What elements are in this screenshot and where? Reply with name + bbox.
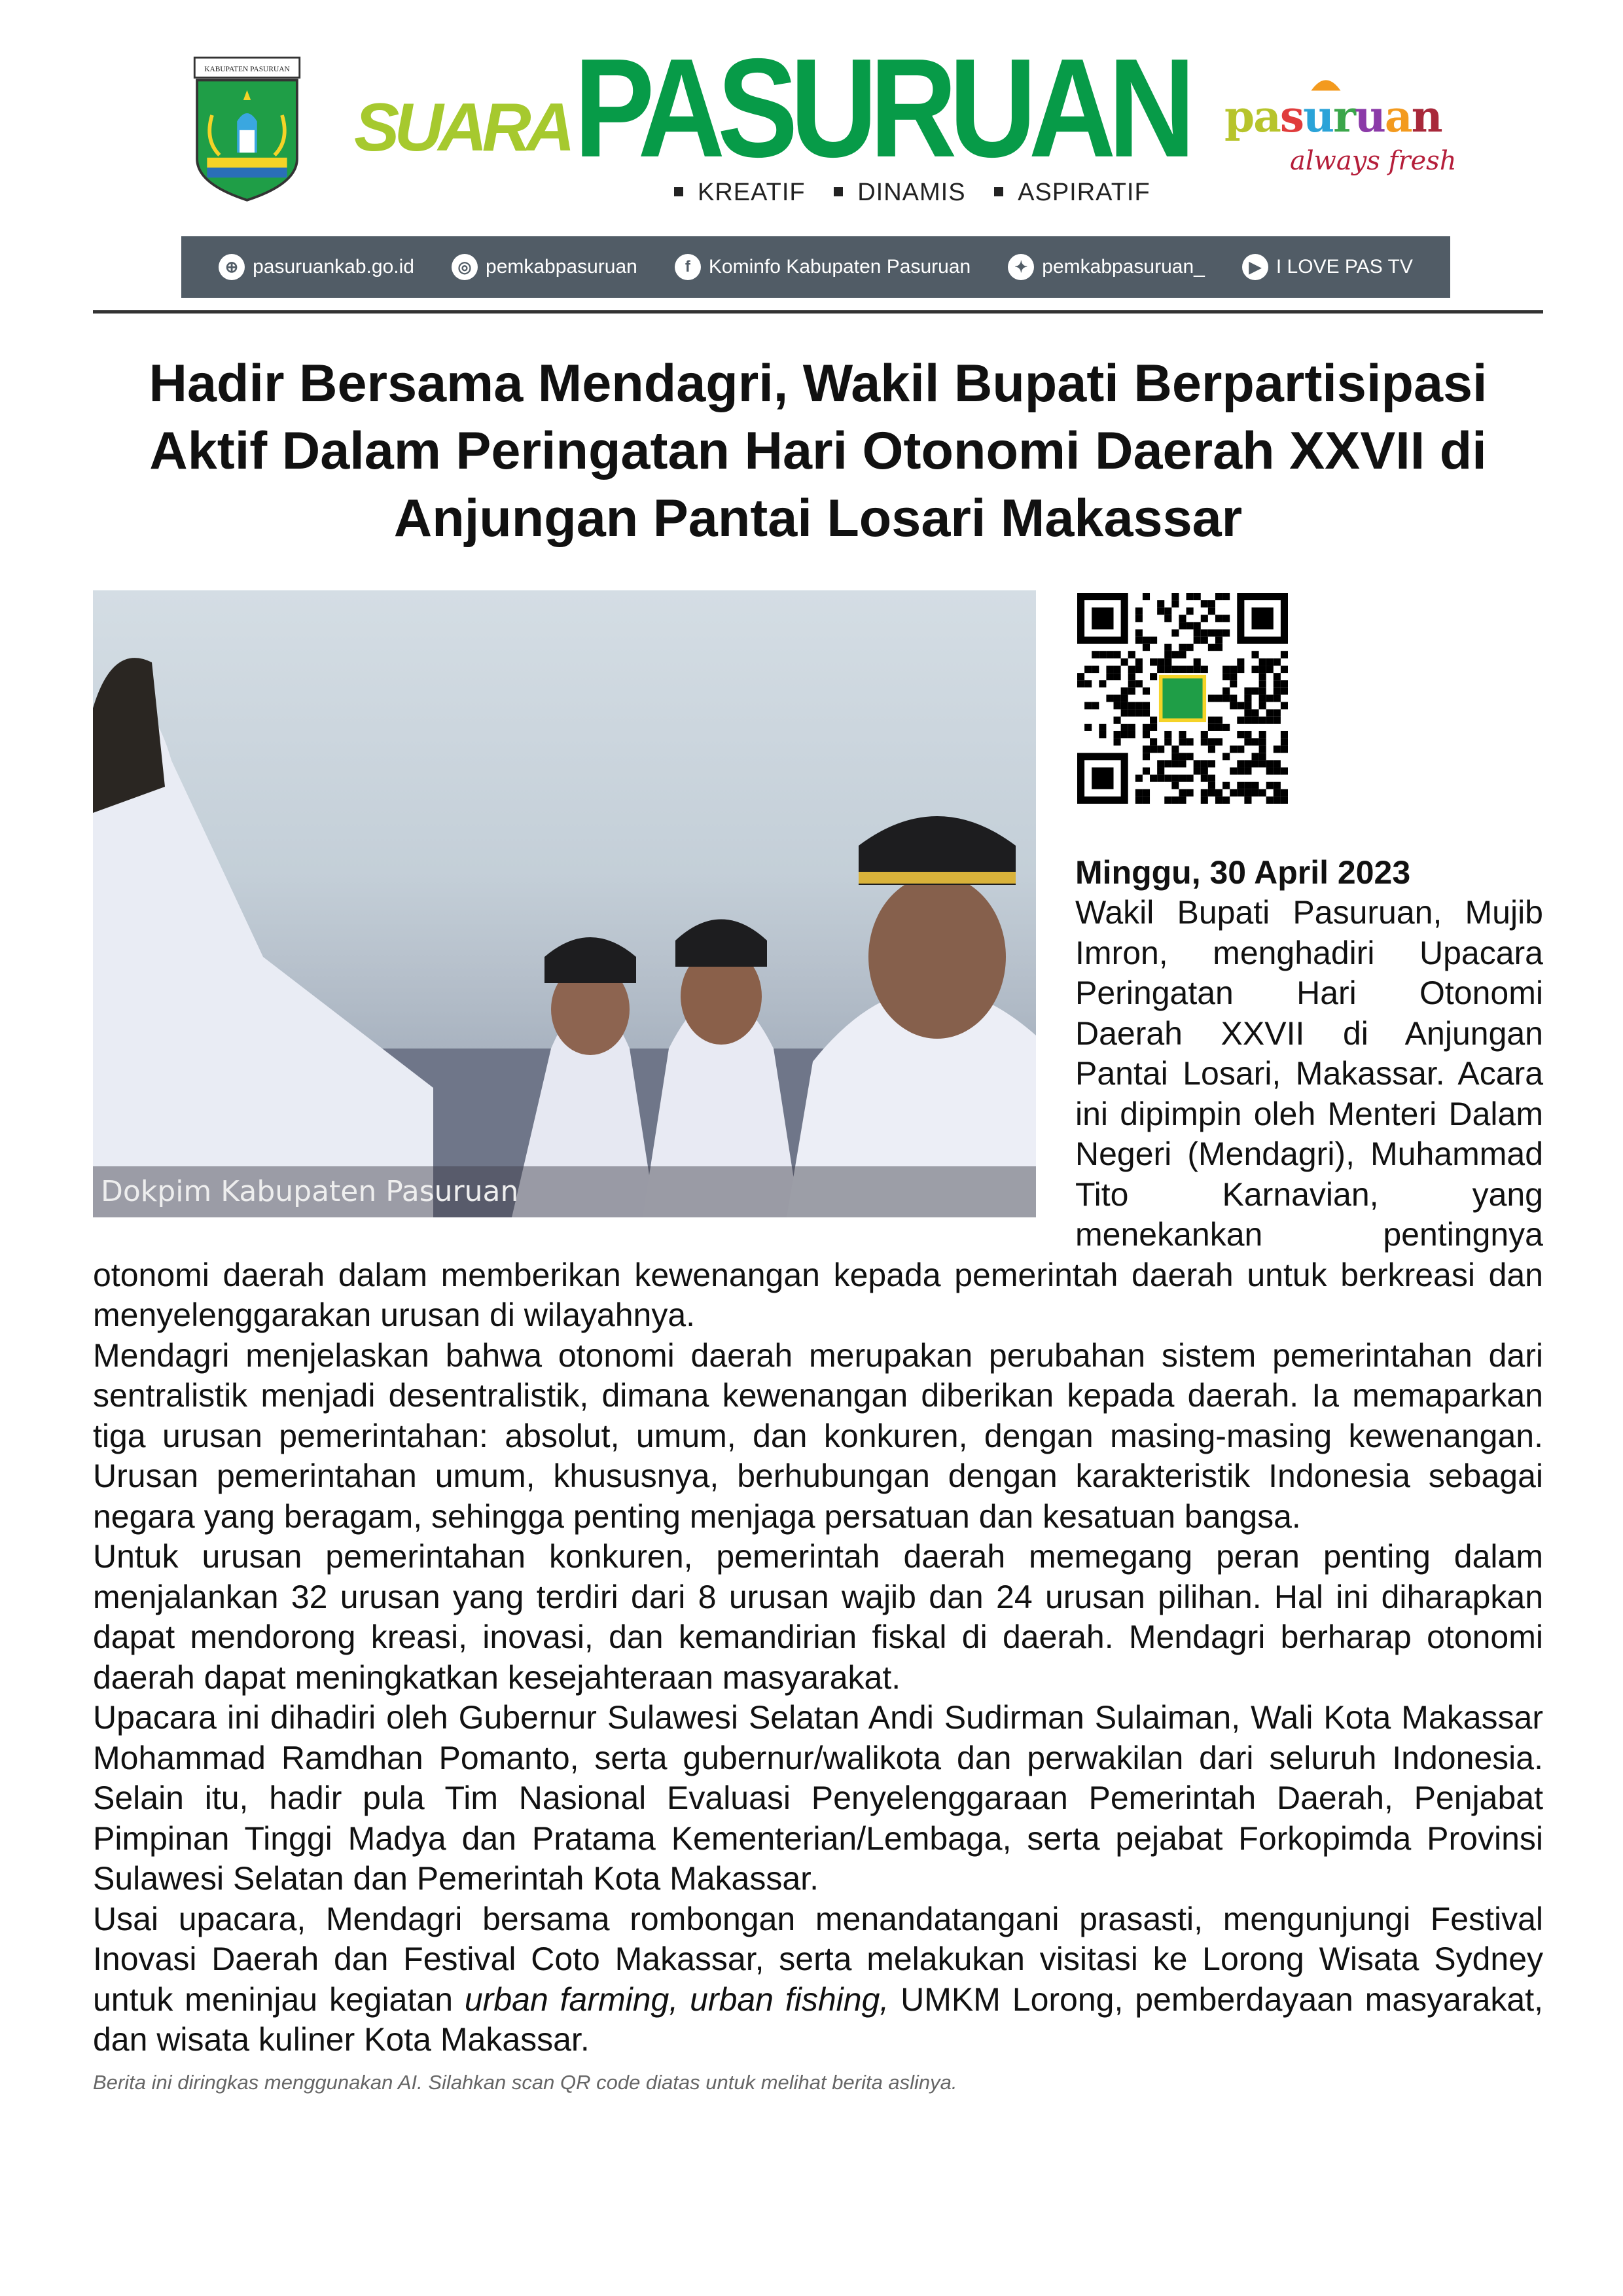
facebook-icon: f	[675, 254, 701, 280]
tourism-word: pasuruan	[1224, 91, 1442, 142]
article-paragraph: Upacara ini dihadiri oleh Gubernur Sulawesi Selatan Andi Sudirman Sulaiman, Wali Kota Makassar Mohammad Ramdhan Pomanto, serta gubernur/walikota dan perwakilan dari seluruh Indonesia. Selain itu, hadir pula Tim Nasional Evaluasi Penyelenggaraan Pemerintah Daerah, Penjabat Pimpinan Tinggi Madya dan Pratama Kementerian/Lembaga, serta pejabat Forkopimda Provinsi Sulawesi Selatan dan Pemerintah Kota Makassar.	[93, 1699, 1543, 1897]
italic-terms: urban farming, urban fishing,	[464, 1981, 889, 2018]
officials-photo	[93, 590, 1036, 1217]
article-paragraph: Mendagri menjelaskan bahwa otonomi daerah merupakan perubahan sistem pemerintahan dari sentralistik menjadi desentralistik, dimana kewenangan diberikan kepada daerah. Ia memaparkan tiga urusan pemerintahan: absolut, umum, dan konkuren, dengan masing-masing kewenangan. Urusan pemerintahan umum, khususnya, berhubungan dengan karakteristik Indonesia sebagai negara yang beragam, sehingga penting menjaga persatuan dan kesatuan bangsa.	[93, 1336, 1543, 1535]
tagline-item: DINAMIS	[857, 179, 966, 206]
instagram-icon: ◎	[452, 254, 478, 280]
social-twitter[interactable]: ✦ pemkabpasuruan_	[1008, 254, 1205, 280]
article-body	[93, 588, 1543, 2096]
svg-text:KABUPATEN PASURUAN: KABUPATEN PASURUAN	[204, 65, 290, 74]
kabupaten-pasuruan-emblem	[185, 52, 310, 204]
pasuruan-always-fresh-logo	[1224, 72, 1460, 183]
youtube-icon: ▶	[1242, 254, 1268, 280]
social-instagram[interactable]: ◎ pemkabpasuruan	[452, 254, 637, 280]
ai-summary-footnote: Berita ini diringkas menggunakan AI. Silahkan scan QR code diatas untuk melihat berita aslinya.	[93, 2070, 957, 2094]
tagline	[674, 178, 1150, 207]
article-title: Hadir Bersama Mendagri, Wakil Bupati Berpartisipasi Aktif Dalam Peringatan Hari Otonomi Daerah XXVII di Anjungan Pantai Losari Makassar	[149, 354, 1488, 548]
brand-bold-text: PASURUAN	[573, 29, 1188, 187]
suara-pasuruan-logo	[354, 29, 1198, 187]
globe-icon: ⊕	[219, 254, 245, 280]
tourism-tagline: always fresh	[1290, 146, 1457, 176]
social-website[interactable]: ⊕ pasuruankab.go.id	[219, 254, 414, 280]
qr-code[interactable]	[1077, 593, 1288, 804]
article-paragraph: Untuk urusan pemerintahan konkuren, pemerintah daerah memegang peran penting dalam menjalankan 32 urusan yang terdiri dari 8 urusan wajib dan 24 urusan pilihan. Hal ini diharapkan dapat mendorong kreasi, inovasi, dan kemandirian fiskal di daerah. Mendagri berharap otonomi daerah dapat meningkatkan kesejahteraan masyarakat.	[93, 1538, 1543, 1696]
social-links-bar	[181, 236, 1450, 298]
twitter-icon: ✦	[1008, 254, 1034, 280]
article-paragraph: Usai upacara, Mendagri bersama rombongan menandatangani prasasti, mengunjungi Festival Inovasi Daerah dan Festival Coto Makassar, serta melakukan visitasi ke Lorong Wisata Sydney untuk meninjau kegiatan urban farming, urban fishing, UMKM Lorong, pemberdayaan masyarakat, dan wisata kuliner Kota Makassar.	[93, 1900, 1543, 2058]
article-photo	[93, 590, 1036, 1217]
social-facebook[interactable]: f Kominfo Kabupaten Pasuruan	[675, 254, 971, 280]
photo-caption: Dokpim Kabupaten Pasuruan	[93, 1166, 1036, 1217]
article-paragraph: Wakil Bupati Pasuruan, Mujib Imron, menghadiri Upacara Peringatan Hari Otonomi Daerah XXVII di Anjungan Pantai Losari, Makassar. Acara ini dipimpin oleh Menteri Dalam Negeri (Mendagri), Muhammad Tito Karnavian, yang menekankan pentingnya otonomi daerah dalam memberikan kewenangan kepada pemerintah daerah untuk berkreasi dan menyelenggarakan urusan di wilayahnya.	[93, 894, 1543, 1333]
brand-light-text: SUARA	[354, 90, 570, 166]
social-youtube[interactable]: ▶ I LOVE PAS TV	[1242, 254, 1413, 280]
article-date: Minggu, 30 April 2023	[1075, 853, 1411, 891]
tagline-item: ASPIRATIF	[1018, 179, 1150, 206]
flower-icon	[1303, 72, 1349, 92]
header-divider	[93, 310, 1543, 314]
tagline-item: KREATIF	[698, 179, 806, 206]
